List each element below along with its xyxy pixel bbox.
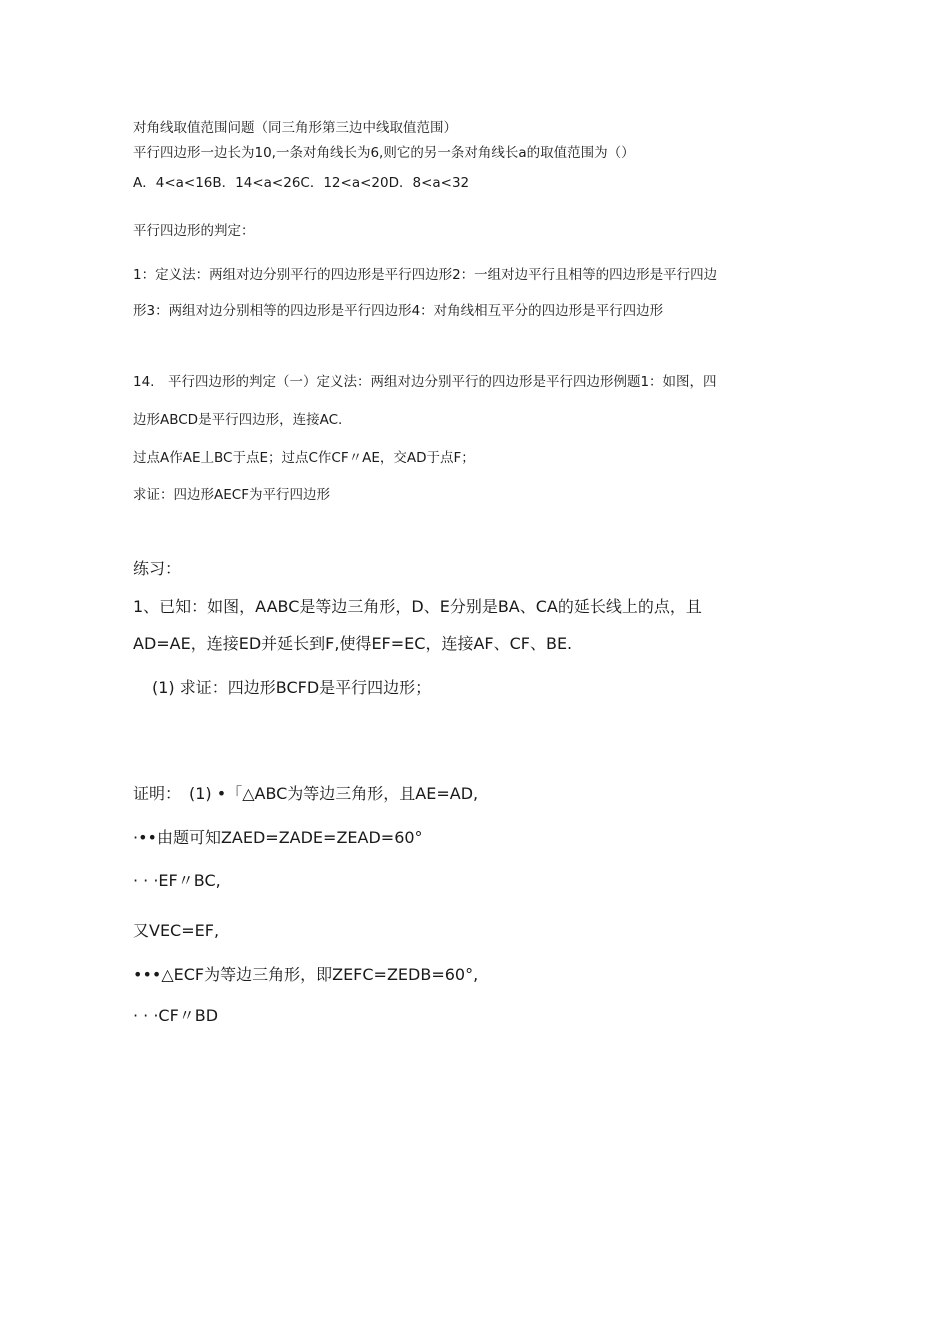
- example-line-2: 边形ABCD是平行四边形，连接AC.: [133, 412, 343, 428]
- proof-line-3: · · ·EF〃BC,: [133, 871, 221, 890]
- section-title: 对角线取值范围问题（同三角形第三边中线取值范围）: [133, 120, 457, 136]
- practice-problem-line-1: 1、已知：如图，AABC是等边三角形，D、E分别是BA、CA的延长线上的点，且: [133, 597, 702, 616]
- practice-sub-question: (1) 求证：四边形BCFD是平行四边形；: [152, 678, 432, 697]
- practice-heading: 练习：: [133, 559, 182, 578]
- proof-line-4: 又VEC=EF,: [133, 921, 220, 940]
- proof-line-1: 证明： (1) •「△ABC为等边三角形，且AE=AD,: [133, 784, 479, 803]
- criteria-methods-line-2: 形3：两组对边分别相等的四边形是平行四边形4：对角线相互平分的四边形是平行四边形: [133, 303, 664, 319]
- example-line-3: 过点A作AE丄BC于点E；过点C作CF〃AE，交AD于点F；: [133, 450, 475, 466]
- criteria-methods-line-1: 1：定义法：两组对边分别平行的四边形是平行四边形2：一组对边平行且相等的四边形是平行四边: [133, 267, 718, 283]
- proof-line-2: ·••由题可知ZAED=ZADE=ZEAD=60°: [133, 828, 423, 847]
- question-text: 平行四边形一边长为10,一条对角线长为6,则它的另一条对角线长a的取值范围为（）: [133, 145, 635, 161]
- example-line-1: 14. 平行四边形的判定（一）定义法：两组对边分别平行的四边形是平行四边形例题1：如图，四: [133, 374, 717, 390]
- answer-options: A．4<a<16B．14<a<26C．12<a<20D．8<a<32: [133, 175, 470, 191]
- example-line-4: 求证：四边形AECF为平行四边形: [133, 487, 330, 503]
- proof-line-6: · · ·CF〃BD: [133, 1006, 219, 1025]
- criteria-heading: 平行四边形的判定：: [133, 223, 255, 239]
- proof-line-5: •••△ECF为等边三角形，即ZEFC=ZEDB=60°,: [133, 965, 479, 984]
- practice-problem-line-2: AD=AE，连接ED并延长到F,使得EF=EC，连接AF、CF、BE.: [133, 634, 573, 653]
